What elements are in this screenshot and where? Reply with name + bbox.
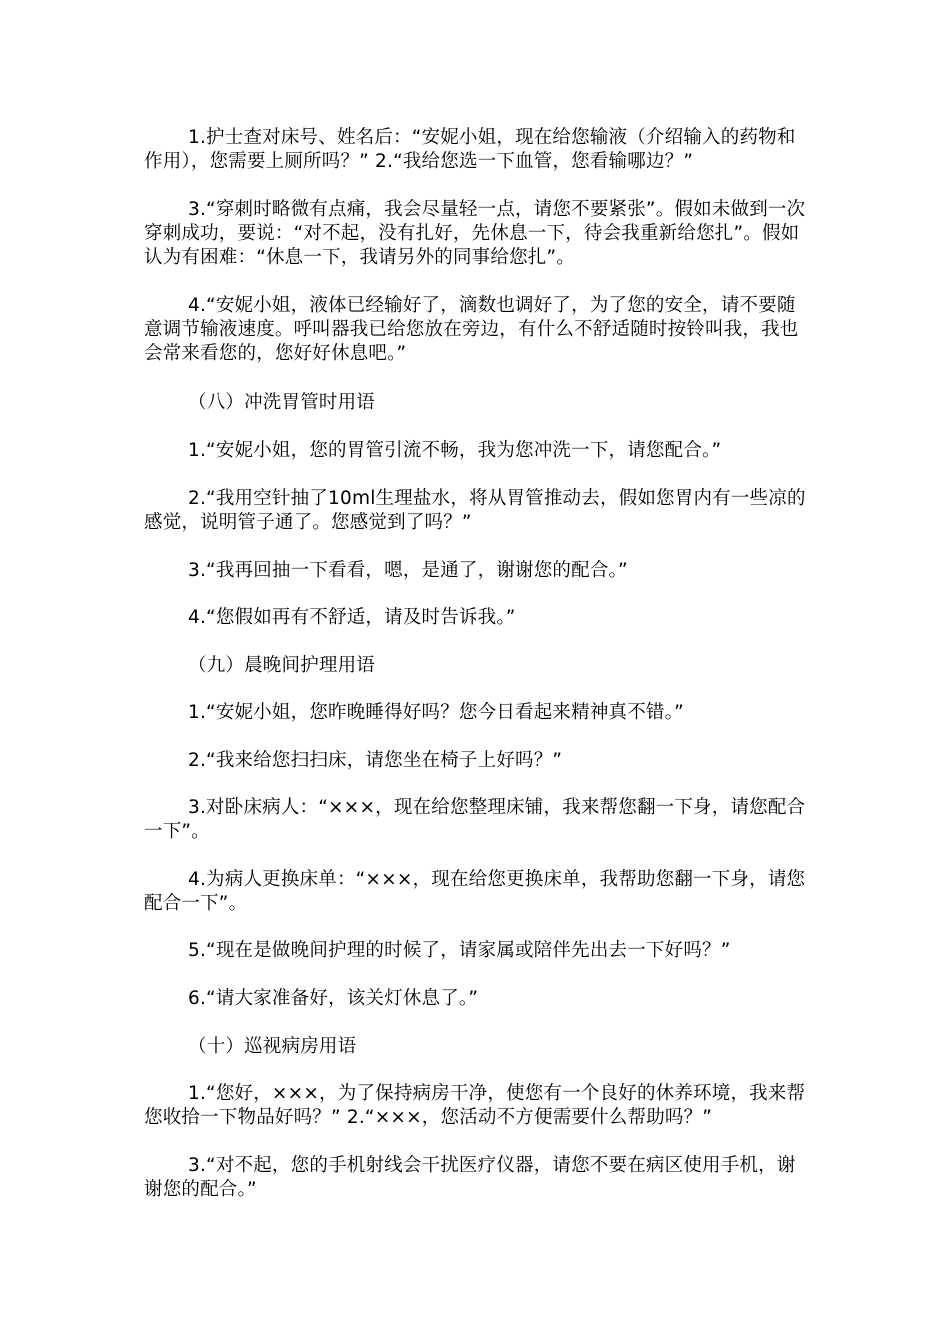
paragraph-care-1: 1.“安妮小姐，您昨晚睡得好吗？您今日看起来精神真不错。” xyxy=(188,702,684,723)
paragraph-gastric-3: 3.“我再回抽一下看看，嗯，是通了，谢谢您的配合。” xyxy=(188,560,628,581)
paragraph-gastric-2: 2.“我用空针抽了10ml生理盐水，将从胃管推动去，假如您胃内有一些凉的感觉，说明管子通了。您感觉到了吗？” xyxy=(144,488,806,533)
section-heading-ward-rounds: （十）巡视病房用语 xyxy=(188,1036,357,1057)
paragraph-rounds-3: 3.“对不起，您的手机射线会干扰医疗仪器，请您不要在病区使用手机，谢谢您的配合。” xyxy=(144,1155,796,1200)
paragraph-care-4: 4.为病人更换床单：“×××，现在给您更换床单，我帮助您翻一下身，请您配合一下”。 xyxy=(144,869,806,914)
section-heading-gastric-tube: （八）冲洗胃管时用语 xyxy=(188,392,376,413)
paragraph-care-3: 3.对卧床病人：“×××，现在给您整理床铺，我来帮您翻一下身，请您配合一下”。 xyxy=(144,797,806,842)
paragraph-care-2: 2.“我来给您扫扫床，请您坐在椅子上好吗？” xyxy=(188,750,563,771)
paragraph-infusion-1-2: 1.护士查对床号、姓名后：“安妮小姐，现在给您输液（介绍输入的药物和作用），您需要上厕所吗？” 2.“我给您选一下血管，您看输哪边？” xyxy=(144,127,796,172)
section-heading-morning-evening-care: （九）晨晚间护理用语 xyxy=(188,655,376,676)
paragraph-gastric-4: 4.“您假如再有不舒适，请及时告诉我。” xyxy=(188,607,516,628)
paragraph-care-5: 5.“现在是做晚间护理的时候了，请家属或陪伴先出去一下好吗？” xyxy=(188,940,731,961)
paragraph-care-6: 6.“请大家准备好，该关灯休息了。” xyxy=(188,988,479,1009)
paragraph-infusion-3: 3.“穿刺时略微有点痛，我会尽量轻一点，请您不要紧张”。假如未做到一次穿刺成功，要说：“对不起，没有扎好，先休息一下，待会我重新给您扎”。假如认为有困难：“休息一下，我请另外的同事给您扎”。 xyxy=(144,199,806,268)
paragraph-gastric-1: 1.“安妮小姐，您的胃管引流不畅，我为您冲洗一下，请您配合。” xyxy=(188,440,722,461)
paragraph-infusion-4: 4.“安妮小姐，液体已经输好了，滴数也调好了，为了您的安全，请不要随意调节输液速度。呼叫器我已给您放在旁边，有什么不舒适随时按铃叫我，我也会常来看您的，您好好休息吧。” xyxy=(144,295,799,364)
paragraph-rounds-1-2: 1.“您好，×××，为了保持病房干净，使您有一个良好的休养环境，我来帮您收拾一下物品好吗？” 2.“×××，您活动不方便需要什么帮助吗？” xyxy=(144,1083,806,1128)
